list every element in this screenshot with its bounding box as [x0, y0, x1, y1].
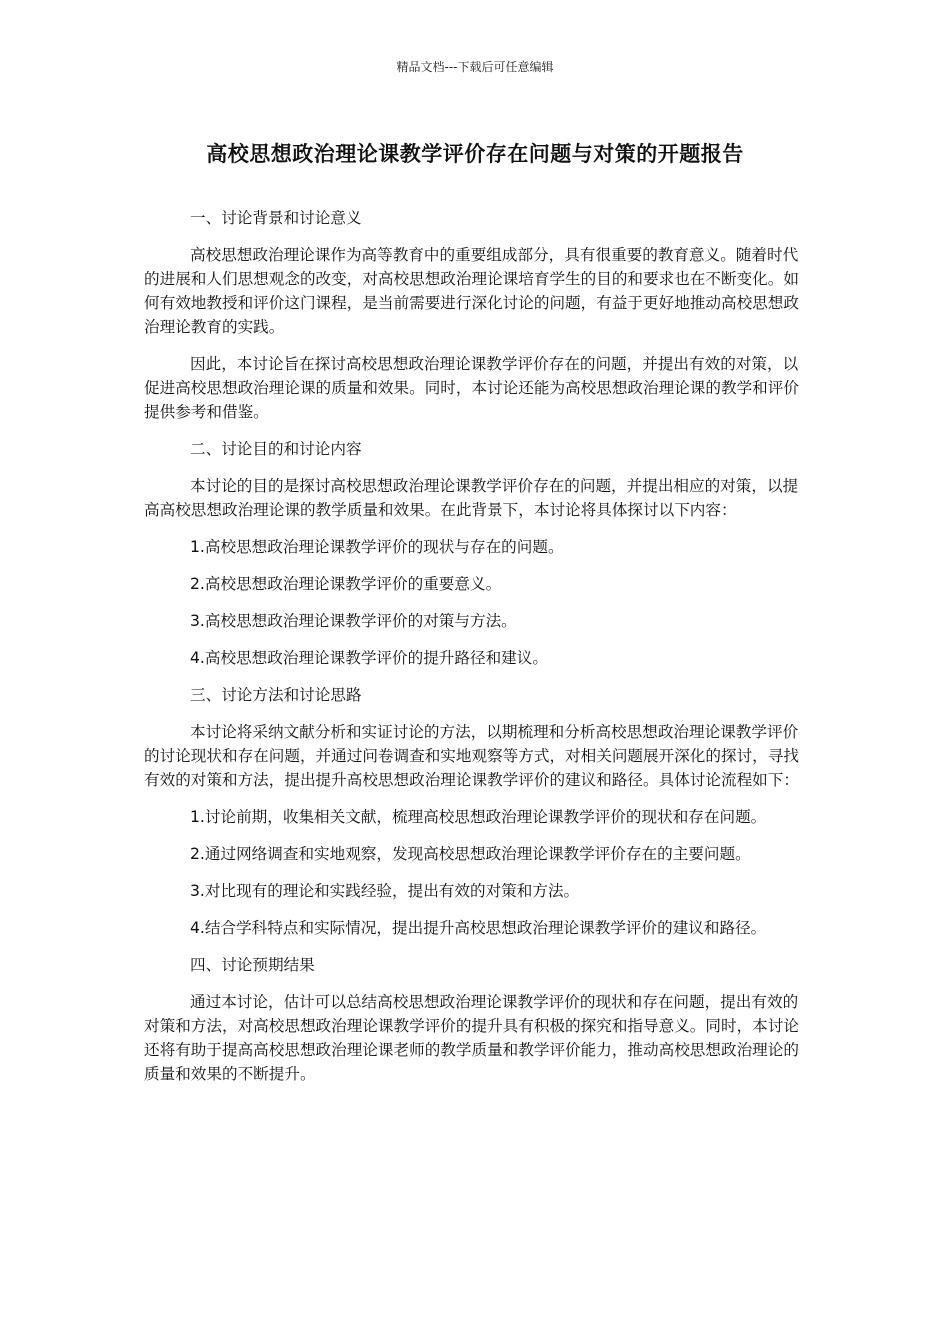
list-item: 2.通过网络调查和实地观察，发现高校思想政治理论课教学评价存在的主要问题。 [190, 845, 751, 863]
list-item: 4.高校思想政治理论课教学评价的提升路径和建议。 [190, 649, 548, 667]
paragraph: 本讨论的目的是探讨高校思想政治理论课教学评价存在的问题，并提出相应的对策，以提高高校思想政治理论课的教学质量和效果。在此背景下，本讨论将具体探讨以下内容： [144, 477, 799, 519]
list-item: 3.高校思想政治理论课教学评价的对策与方法。 [190, 612, 517, 630]
paragraph: 本讨论将采纳文献分析和实证讨论的方法，以期梳理和分析高校思想政治理论课教学评价的讨论现状和存在问题，并通过问卷调查和实地观察等方式，对相关问题展开深化的探讨，寻找有效的对策和方法，提出提升高校思想政治理论课教学评价的建议和路径。具体讨论流程如下： [144, 723, 799, 789]
document-body [144, 206, 810, 1099]
list-item: 1.高校思想政治理论课教学评价的现状与存在的问题。 [190, 538, 564, 556]
paragraph: 通过本讨论，估计可以总结高校思想政治理论课教学评价的现状和存在问题，提出有效的对策和方法，对高校思想政治理论课教学评价的提升具有积极的探究和指导意义。同时，本讨论还将有助于提高高校思想政治理论课老师的教学质量和教学评价能力，推动高校思想政治理论的质量和效果的不断提升。 [144, 993, 799, 1083]
document-title: 高校思想政治理论课教学评价存在问题与对策的开题报告 [206, 142, 744, 166]
paragraph: 高校思想政治理论课作为高等教育中的重要组成部分，具有很重要的教育意义。随着时代的进展和人们思想观念的改变，对高校思想政治理论课培育学生的目的和要求也在不断变化。如何有效地教授和评价这门课程，是当前需要进行深化讨论的问题，有益于更好地推动高校思想政治理论教育的实践。 [144, 246, 799, 336]
list-item: 4.结合学科特点和实际情况，提出提升高校思想政治理论课教学评价的建议和路径。 [190, 919, 767, 937]
section-heading-results: 四、讨论预期结果 [190, 956, 315, 974]
list-item: 1.讨论前期，收集相关文献，梳理高校思想政治理论课教学评价的现状和存在问题。 [190, 808, 767, 826]
paragraph: 因此，本讨论旨在探讨高校思想政治理论课教学评价存在的问题，并提出有效的对策，以促进高校思想政治理论课的质量和效果。同时，本讨论还能为高校思想政治理论课的教学和评价提供参考和借鉴。 [144, 355, 799, 421]
section-heading-purpose: 二、讨论目的和讨论内容 [190, 440, 362, 458]
list-item: 3.对比现有的理论和实践经验，提出有效的对策和方法。 [190, 882, 580, 900]
section-heading-method: 三、讨论方法和讨论思路 [190, 686, 362, 704]
section-heading-background: 一、讨论背景和讨论意义 [190, 209, 362, 227]
header-note: 精品文档---下载后可任意编辑 [396, 60, 554, 74]
list-item: 2.高校思想政治理论课教学评价的重要意义。 [190, 575, 502, 593]
